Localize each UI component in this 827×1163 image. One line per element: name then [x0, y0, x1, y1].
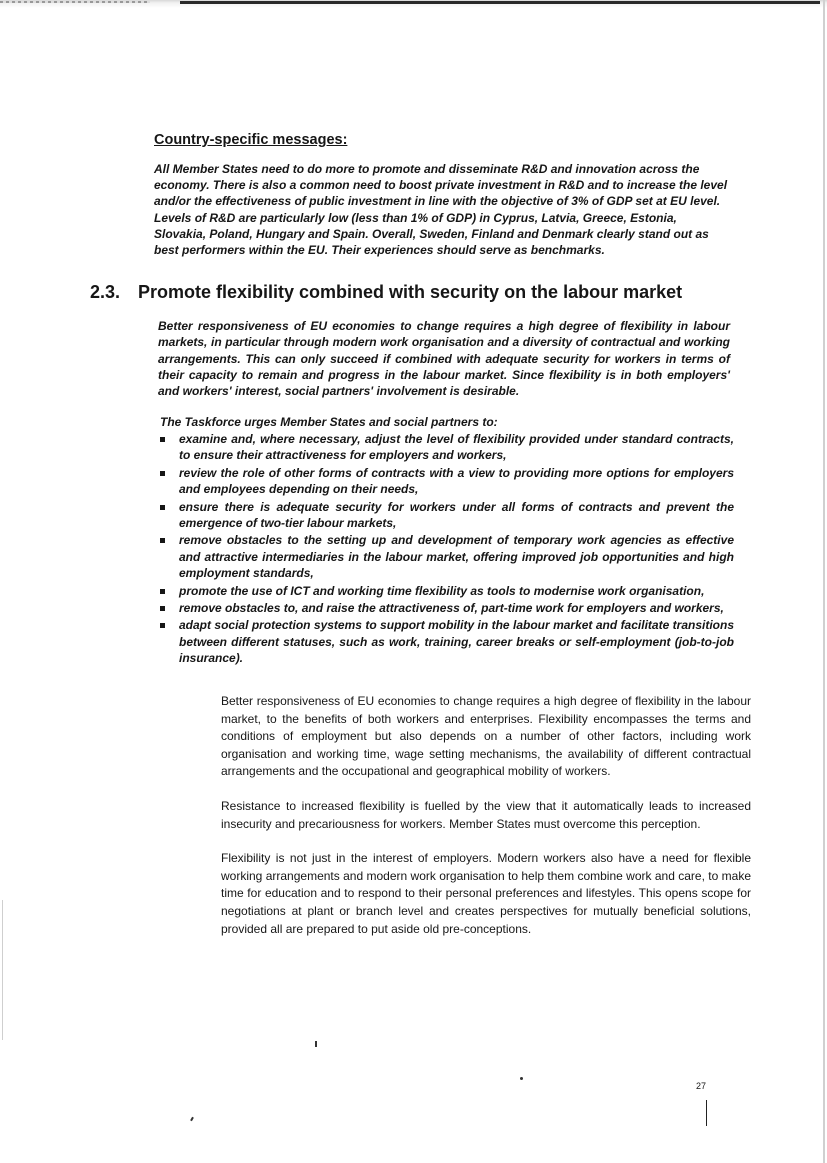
- section-heading: [90, 281, 730, 303]
- bullet-square-icon: [160, 589, 165, 594]
- scan-artifact-right-edge: [823, 0, 825, 1163]
- section-number: 2.3.: [90, 282, 121, 302]
- taskforce-urges: [160, 414, 734, 668]
- list-item: ensure there is adequate security for workers under all forms of contracts and prevent the emergence of two-tier labour markets,: [160, 499, 734, 532]
- bullet-square-icon: [160, 623, 165, 628]
- list-item: adapt social protection systems to support mobility in the labour market and facilitate transitions between different statuses, such as work, training, career breaks or self-employment (job-to-job insurance).: [160, 617, 734, 666]
- urges-lead: The Taskforce urges Member States and social partners to:: [160, 415, 498, 429]
- bullet-square-icon: [160, 471, 165, 476]
- country-messages-text: All Member States need to do more to promote and disseminate R&D and innovation across the economy. There is also a common need to boost private investment in R&D and to increase the level and/or the effectiveness of public investment in line with the objective of 3% of GDP set at EU level. Levels of R&D are particularly low (less than 1% of GDP) in Cyprus, Latvia, Greece, Estonia, Slovakia, Poland, Hungary and Spain. Overall, Sweden, Finland and Denmark clearly stand out as best performers within the EU. Their experiences should serve as benchmarks.: [154, 162, 728, 258]
- scan-artifact-dotted-line: [0, 1, 150, 3]
- body-text: [221, 693, 751, 955]
- country-messages-heading: Country-specific messages:: [154, 132, 348, 148]
- bullet-square-icon: [160, 437, 165, 442]
- scan-artifact-mark: [706, 1100, 707, 1126]
- bullet-square-icon: [160, 538, 165, 543]
- list-item: examine and, where necessary, adjust the level of flexibility provided under standard contracts, to ensure their attractiveness for employers and workers,: [160, 431, 734, 464]
- urges-list: [160, 431, 734, 667]
- scan-artifact-left-edge: [2, 900, 3, 1040]
- list-item: review the role of other forms of contracts with a view to providing more options for employers and employees depending on their needs,: [160, 465, 734, 498]
- body-paragraph: Better responsiveness of EU economies to change requires a high degree of flexibility in the labour market, to the benefits of both workers and enterprises. Flexibility encompasses the terms and conditions of employment but also depends on a number of other factors, including work organisation and working time, wage setting mechanisms, the availability of different contractual arrangements and the occupational and geographical mobility of workers.: [221, 694, 751, 779]
- scan-artifact-top-rule: [180, 1, 820, 4]
- list-item: promote the use of ICT and working time flexibility as tools to modernise work organisation,: [160, 583, 734, 599]
- list-item: remove obstacles to, and raise the attractiveness of, part-time work for employers and workers,: [160, 600, 734, 616]
- body-paragraph: Flexibility is not just in the interest of employers. Modern workers also have a need for flexible working arrangements and modern work organisation to help them combine work and care, to make time for education and to respond to their personal preferences and lifestyles. This opens scope for negotiations at plant or branch level and creates perspectives for mutually beneficial solutions, provided all are prepared to put aside old pre-conceptions.: [221, 851, 751, 936]
- list-item: remove obstacles to the setting up and development of temporary work agencies as effective and attractive intermediaries in the labour market, offering improved job opportunities and high employment standards,: [160, 532, 734, 581]
- country-specific-messages: [154, 131, 728, 258]
- scan-speck: [190, 1117, 194, 1121]
- body-paragraph: Resistance to increased flexibility is fuelled by the view that it automatically leads to increased insecurity and precariousness for workers. Member States must overcome this perception.: [221, 798, 751, 831]
- section-title: Promote flexibility combined with security on the labour market: [138, 282, 683, 302]
- section-intro: Better responsiveness of EU economies to change requires a high degree of flexibility in labour markets, in particular through modern work organisation and a diversity of contractual and working arrangements. This can only succeed if combined with adequate security for workers in terms of their capacity to remain and progress in the labour market. Since flexibility is in both employers' and workers' interest, social partners' involvement is desirable.: [158, 319, 730, 399]
- bullet-square-icon: [160, 505, 165, 510]
- page-number: 27: [696, 1081, 707, 1091]
- scan-speck: [520, 1077, 523, 1080]
- scan-speck: [315, 1041, 317, 1047]
- bullet-square-icon: [160, 606, 165, 611]
